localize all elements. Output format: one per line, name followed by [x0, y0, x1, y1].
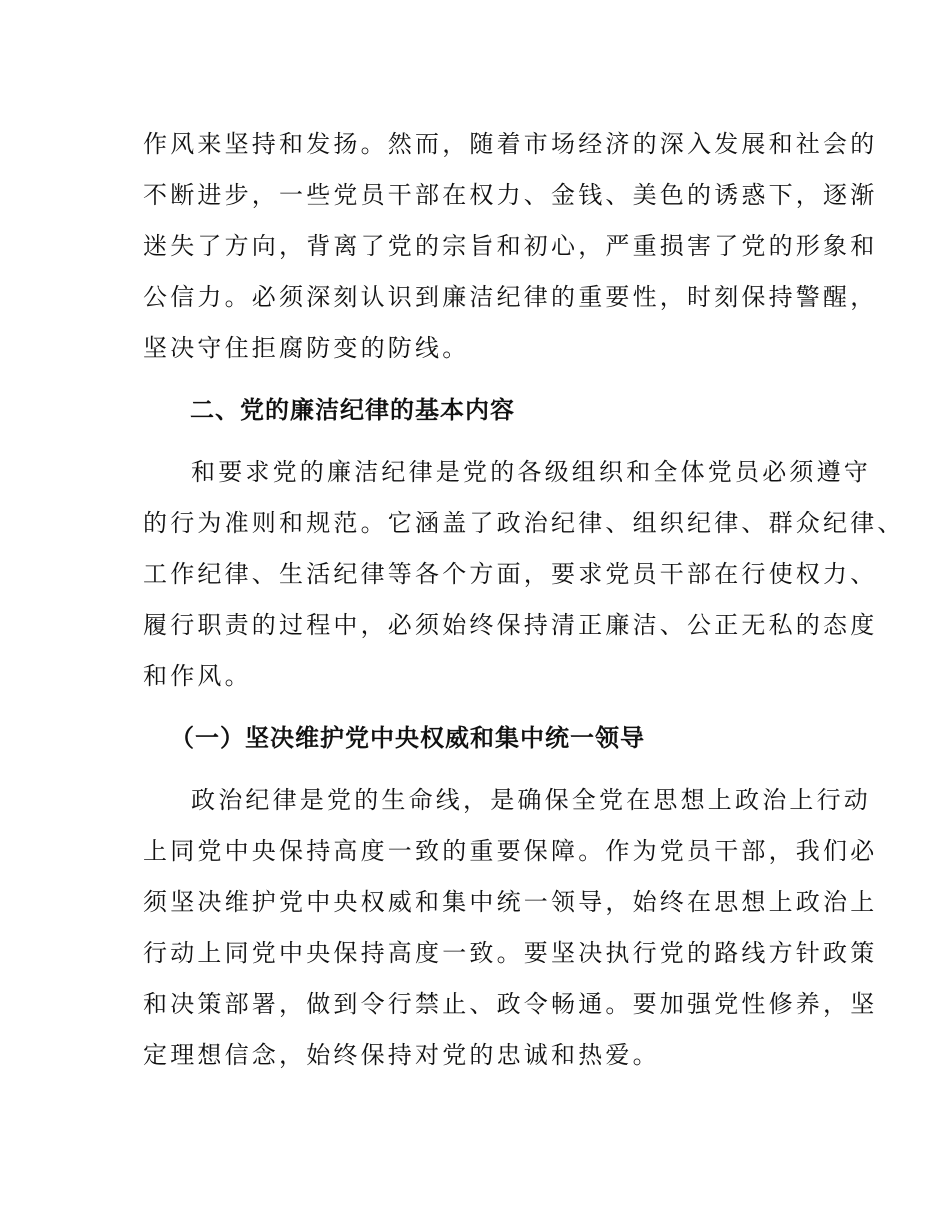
body-line: 行动上同党中央保持高度一致。要坚决执行党的路线方针政策	[143, 939, 878, 967]
body-line: 和决策部署，做到令行禁止、政令畅通。要加强党性修养，坚	[143, 990, 878, 1018]
body-line: 作风来坚持和发扬。然而，随着市场经济的深入发展和社会的	[143, 130, 878, 158]
section-heading: 二、党的廉洁纪律的基本内容	[190, 396, 515, 424]
body-line: 不断进步，一些党员干部在权力、金钱、美色的诱惑下，逐渐	[143, 181, 878, 209]
body-line: 和要求党的廉洁纪律是党的各级组织和全体党员必须遵守	[191, 458, 871, 486]
body-line: 和作风。	[143, 662, 252, 690]
subsection-heading: （一）坚决维护党中央权威和集中统一领导	[170, 724, 645, 752]
body-line: 上同党中央保持高度一致的重要保障。作为党员干部，我们必	[143, 837, 878, 865]
body-line: 定理想信念，始终保持对党的忠诚和热爱。	[143, 1041, 660, 1069]
body-line: 坚决守住拒腐防变的防线。	[143, 334, 470, 362]
body-line: 须坚决维护党中央权威和集中统一领导，始终在思想上政治上	[143, 888, 878, 916]
body-line: 的行为准则和规范。它涵盖了政治纪律、组织纪律、群众纪律、	[143, 509, 905, 537]
body-line: 政治纪律是党的生命线，是确保全党在思想上政治上行动	[191, 786, 871, 814]
body-line: 履行职责的过程中，必须始终保持清正廉洁、公正无私的态度	[143, 611, 878, 639]
body-line: 迷失了方向，背离了党的宗旨和初心，严重损害了党的形象和	[143, 232, 878, 260]
body-line: 公信力。必须深刻认识到廉洁纪律的重要性，时刻保持警醒，	[143, 283, 878, 311]
body-line: 工作纪律、生活纪律等各个方面，要求党员干部在行使权力、	[143, 560, 878, 588]
